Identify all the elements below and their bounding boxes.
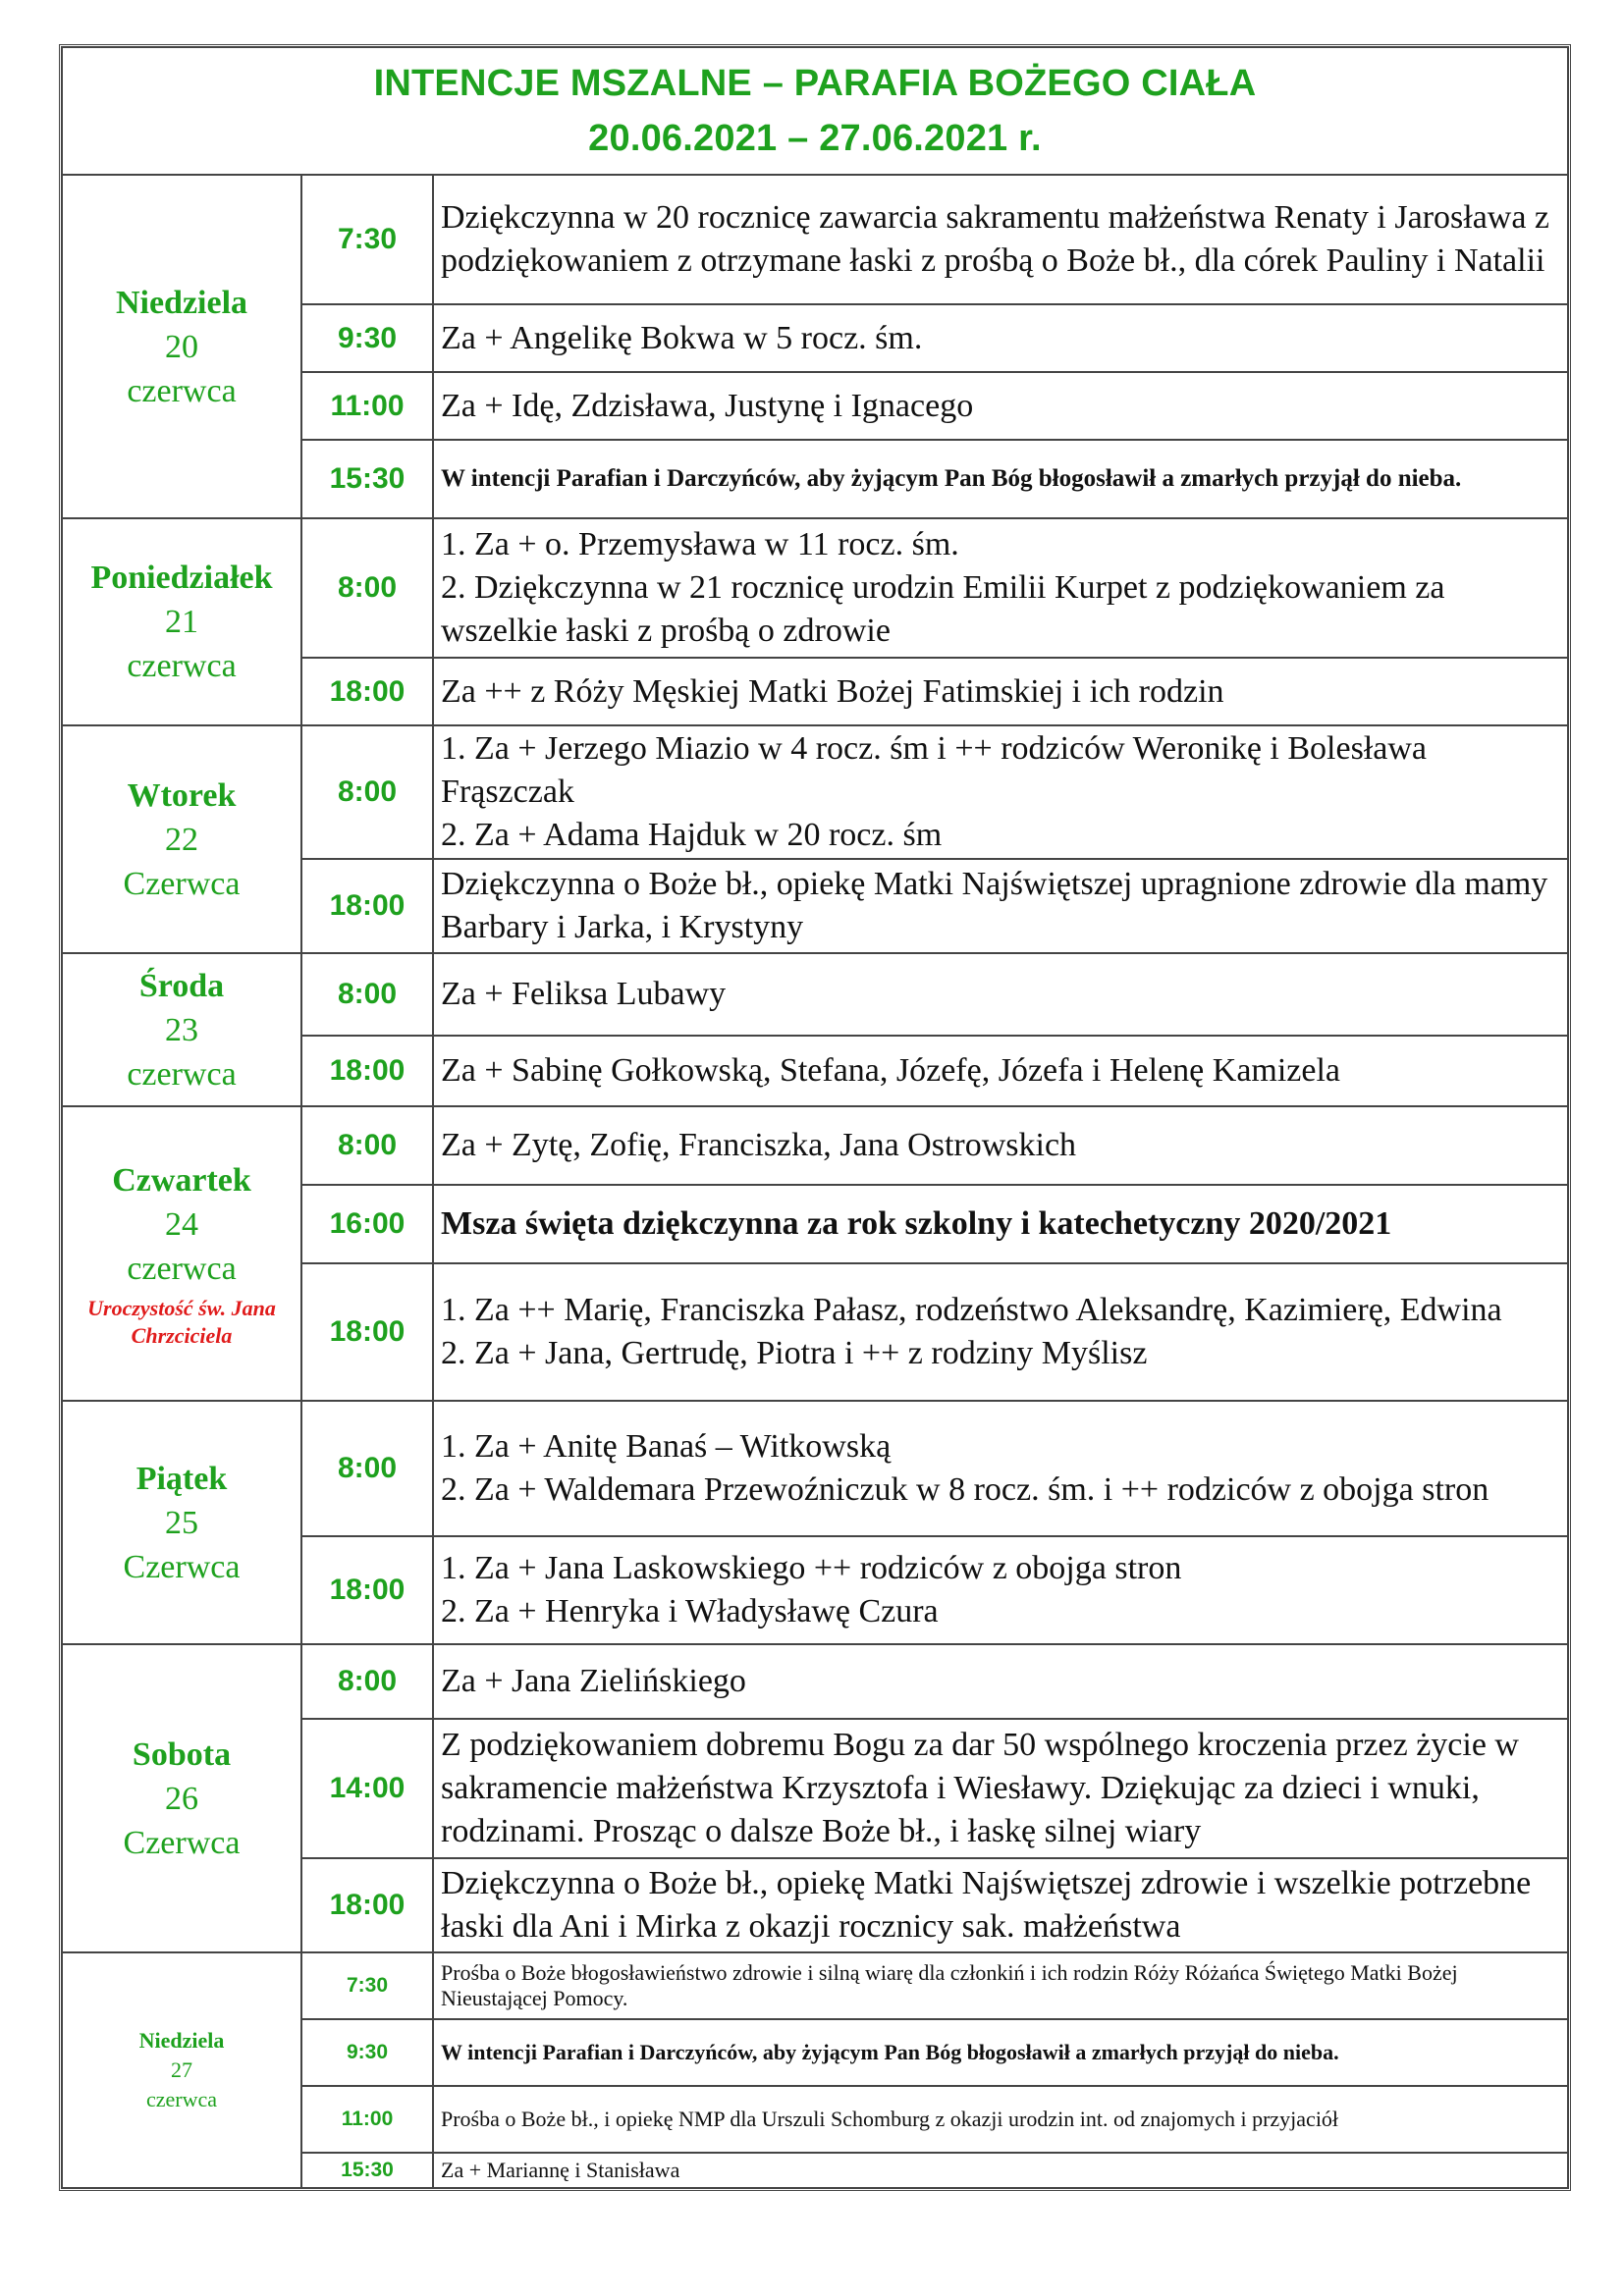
day-month: czerwca [127,1250,237,1287]
day-cell-saturday-26 [62,1644,301,1952]
mass-intention [433,518,1568,658]
mass-intention [433,2153,1568,2188]
intention-line: Dziękczynna o Boże bł., opiekę Matki Najświętszej zdrowie i wszelkie potrzebne łaski dla Ani i Mirka z okazji rocznicy sak. małżeństwa [441,1865,1532,1945]
mass-time: 8:00 [301,725,433,859]
day-name: Wtorek [127,776,237,814]
mass-time: 18:00 [301,859,433,953]
intention-line: Dziękczynna o Boże bł., opiekę Matki Najświętszej upragnione zdrowie dla mamy Barbary i Jarka, i Krystyny [441,866,1548,945]
intention-line: 2. Za + Waldemara Przewoźniczuk w 8 rocz. śm. i ++ rodziców z obojga stron [441,1471,1489,1508]
intention-line: 1. Za + Jerzego Miazio w 4 rocz. śm i ++ rodziców Weronikę i Bolesława Frąszczak [441,730,1427,810]
mass-intention [433,440,1568,518]
intention-line: Za + Feliksa Lubawy [441,976,727,1012]
mass-row [62,725,1568,859]
day-month: czerwca [127,1055,237,1093]
day-name: Środa [138,967,225,1004]
mass-intention [433,1719,1568,1858]
intention-line: Prośba o Boże bł., i opiekę NMP dla Urszuli Schomburg z okazji urodzin int. od znajomych i przyjaciół [441,2107,1339,2131]
mass-intention [433,1952,1568,2019]
mass-time: 18:00 [301,1036,433,1106]
mass-row [62,175,1568,304]
intention-line: Za + Zytę, Zofię, Franciszka, Jana Ostrowskich [441,1127,1077,1163]
intention-line: 2. Za + Adama Hajduk w 20 rocz. śm [441,817,943,853]
intention-line: W intencji Parafian i Darczyńców, aby żyjącym Pan Bóg błogosławił a zmarłych przyjął do nieba. [441,465,1462,492]
day-cell-monday-21 [62,518,301,725]
intention-line: 1. Za + Anitę Banaś – Witkowską [441,1428,892,1465]
mass-intention [433,1536,1568,1644]
intention-line: Prośba o Boże błogosławieństwo zdrowie i silną wiarę dla członkiń i ich rodzin Róży Różańca Świętego Matki Bożej Nieustającej Pomocy. [441,1960,1458,2010]
mass-intention [433,725,1568,859]
day-number: 20 [165,328,198,365]
intention-line: 1. Za ++ Marię, Franciszka Pałasz, rodzeństwo Aleksandrę, Kazimierę, Edwina [441,1292,1502,1328]
intention-line: Dziękczynna w 20 rocznicę zawarcia sakramentu małżeństwa Renaty i Jarosława z podziękowaniem z otrzymane łaski z prośbą o Boże bł., dla córek Pauliny i Natalii [441,199,1550,279]
day-cell-tuesday-22 [62,725,301,953]
mass-intention [433,953,1568,1036]
intention-line: Z podziękowaniem dobremu Bogu za dar 50 wspólnego kroczenia przez życie w sakramencie małżeństwa Krzysztofa i Wiesławy. Dziękując za dzieci i wnuki, rodzinami. Prosząc o dalsze Boże bł., i łaskę silnej wiary [441,1727,1519,1849]
mass-row [62,953,1568,1036]
day-number: 25 [165,1504,198,1541]
mass-time: 8:00 [301,1401,433,1536]
mass-time: 9:30 [301,2019,433,2086]
mass-time: 11:00 [301,2086,433,2153]
day-name: Czwartek [112,1161,251,1199]
intention-line: Za ++ z Róży Męskiej Matki Bożej Fatimskiej i ich rodzin [441,672,1224,710]
mass-row [62,518,1568,658]
intention-line: Za + Angelikę Bokwa w 5 rocz. śm. [441,319,923,356]
day-number: 24 [165,1205,198,1243]
intention-line: Za + Mariannę i Stanisława [441,2158,680,2182]
mass-time: 14:00 [301,1719,433,1858]
intention-line: 1. Za + o. Przemysława w 11 rocz. śm. [441,526,959,562]
intention-line: Msza święta dziękczynna za rok szkolny i katechetyczny 2020/2021 [441,1205,1392,1242]
mass-intention [433,175,1568,304]
page-title: INTENCJE MSZALNE – PARAFIA BOŻEGO CIAŁA [373,63,1257,104]
day-cell-wednesday-23 [62,953,301,1106]
day-name: Sobota [132,1735,232,1773]
day-month: czerwca [127,372,237,409]
date-range: 20.06.2021 – 27.06.2021 r. [588,118,1042,159]
mass-time: 18:00 [301,1263,433,1401]
mass-time: 9:30 [301,304,433,372]
mass-time: 18:00 [301,1536,433,1644]
mass-row [62,1106,1568,1185]
day-name: Poniedziałek [90,560,273,596]
mass-intention [433,372,1568,440]
mass-time: 7:30 [301,175,433,304]
mass-intention [433,1263,1568,1401]
intention-line: Za + Sabinę Gołkowską, Stefana, Józefę, Józefa i Helenę Kamizela [441,1052,1341,1089]
mass-time: 8:00 [301,518,433,658]
mass-time: 7:30 [301,1952,433,2019]
intention-line: 2. Za + Henryka i Władysławę Czura [441,1593,939,1629]
mass-time: 16:00 [301,1185,433,1263]
day-cell-thursday-24 [62,1106,301,1401]
mass-intention [433,2019,1568,2086]
feast-label: Uroczystość św. Jana Chrzciciela [87,1295,276,1348]
day-name: Piątek [135,1460,228,1497]
mass-row [62,1644,1568,1719]
intention-line: 2. Za + Jana, Gertrudę, Piotra i ++ z rodziny Myślisz [441,1335,1148,1371]
mass-time: 8:00 [301,1106,433,1185]
mass-row [62,1952,1568,2019]
intentions-table [62,47,1568,2188]
mass-time: 15:30 [301,2153,433,2188]
day-month: czerwca [127,648,237,684]
header-cell [62,47,1568,175]
mass-intention [433,304,1568,372]
mass-time: 8:00 [301,953,433,1036]
intention-line: 1. Za + Jana Laskowskiego ++ rodziców z obojga stron [441,1550,1182,1586]
intention-line: W intencji Parafian i Darczyńców, aby żyjącym Pan Bóg błogosławił a zmarłych przyjął do nieba. [441,2040,1339,2064]
day-cell-sunday-27 [62,1952,301,2188]
intention-line: 2. Dziękczynna w 21 rocznicę urodzin Emilii Kurpet z podziękowaniem za wszelkie łaski z prośbą o zdrowie [441,569,1445,649]
day-name: Niedziela [138,2028,225,2053]
day-month: Czerwca [123,1824,241,1861]
mass-intention [433,1036,1568,1106]
header-row [62,47,1568,175]
mass-time: 11:00 [301,372,433,440]
mass-intention [433,1644,1568,1719]
day-cell-friday-25 [62,1401,301,1644]
day-month: Czerwca [123,1548,241,1585]
day-cell-sunday-20 [62,175,301,518]
day-month: Czerwca [123,865,241,902]
mass-time: 18:00 [301,658,433,725]
mass-time: 15:30 [301,440,433,518]
mass-row [62,1401,1568,1536]
mass-intention [433,1401,1568,1536]
day-number: 21 [165,604,198,640]
mass-intention [433,859,1568,953]
mass-intention [433,1185,1568,1263]
mass-time: 8:00 [301,1644,433,1719]
intention-line: Za + Jana Zielińskiego [441,1663,746,1699]
mass-intention [433,2086,1568,2153]
day-number: 23 [165,1011,198,1048]
mass-time: 18:00 [301,1858,433,1952]
mass-intention [433,658,1568,725]
day-number: 27 [171,2057,192,2082]
day-number: 22 [165,821,198,858]
intention-line: Za + Idę, Zdzisława, Justynę i Ignacego [441,387,974,424]
mass-intention [433,1858,1568,1952]
intentions-sheet [59,44,1571,2191]
day-name: Niedziela [115,284,248,321]
mass-intention [433,1106,1568,1185]
day-month: czerwca [145,2087,218,2111]
day-number: 26 [165,1780,198,1817]
